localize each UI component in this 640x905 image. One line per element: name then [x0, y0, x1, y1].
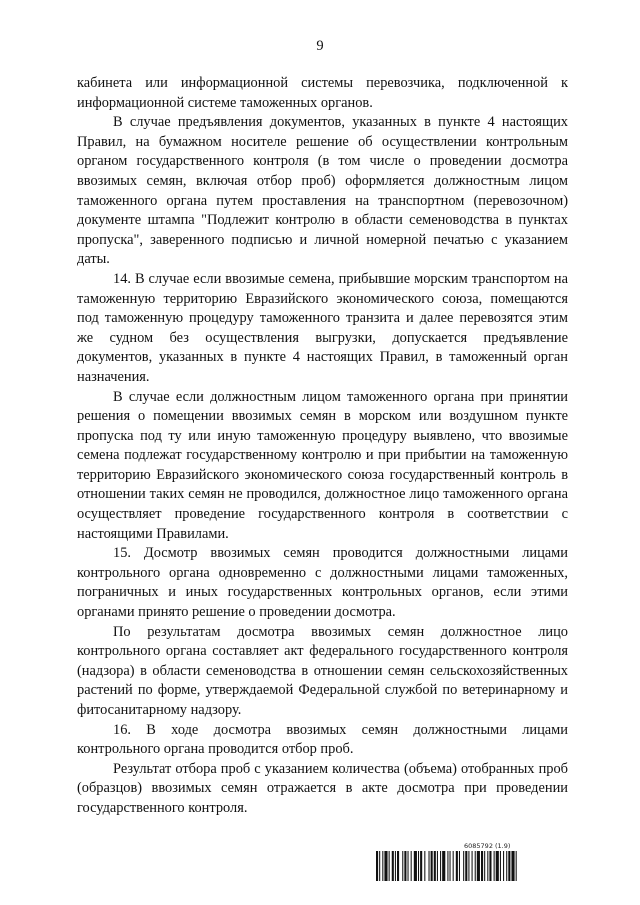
- barcode-bar: [472, 851, 473, 881]
- barcode-bar: [453, 851, 454, 881]
- barcode-bar: [506, 851, 507, 881]
- barcode-bar: [456, 851, 458, 881]
- barcode-bar: [475, 851, 476, 881]
- barcode-bar: [487, 851, 488, 881]
- barcode-bar: [447, 851, 448, 881]
- barcode-bar: [484, 851, 485, 881]
- barcode-bar: [429, 851, 430, 881]
- paragraph: В случае предъявления документов, указанных в пункте 4 настоящих Правил, на бумажном носителе решение об осуществлении контрольным органом государственного контроля (в том числе о проведении досмотра ввозимых семян, включая отбор проб) оформляется должностным лицом таможенного органа путем проставления на транспортном (перевозочном) документе штампа "Подлежит контролю в области семеноводства в пунктах пропуска", заверенного подписью и личной номерной печатью с указанием даты.: [77, 114, 568, 268]
- paragraph-item-14: 14. В случае если ввозимые семена, прибывшие морским транспортом на таможенную территорию Евразийского экономического союза, помещаются под таможенную процедуру таможенного транзита и далее перевозятся этим же судном без осуществления выгрузки, допускается предъявление документов, указанных в пункте 4 настоящих Правил, в таможенный орган назначения.: [77, 270, 568, 385]
- barcode-bar: [408, 851, 409, 881]
- barcode-bar: [431, 851, 433, 881]
- barcode-bar: [402, 851, 403, 881]
- barcode-bar: [477, 851, 480, 881]
- paragraph: Результат отбора проб с указанием количества (объема) отобранных проб (образцов) ввозимых семян отражается в акте досмотра при проведении государственного контроля.: [77, 760, 568, 816]
- barcode-bar: [379, 851, 380, 881]
- barcode-bar: [516, 851, 517, 881]
- barcode-bar: [442, 851, 445, 881]
- barcode-bar: [511, 851, 514, 881]
- barcode-bar: [500, 851, 501, 881]
- barcode-bar: [395, 851, 396, 881]
- barcode-bar: [434, 851, 436, 881]
- barcode-bar: [437, 851, 438, 881]
- barcode-bar: [397, 851, 399, 881]
- barcode-bar: [465, 851, 467, 881]
- barcode-stamp: [376, 842, 566, 882]
- barcode-bar: [489, 851, 491, 881]
- barcode-bar: [468, 851, 469, 881]
- barcode-bar: [459, 851, 460, 881]
- document-body: [77, 74, 568, 819]
- barcode-bar: [503, 851, 504, 881]
- barcode-bar: [384, 851, 387, 881]
- barcode-bar: [496, 851, 499, 881]
- barcode-code: 6085792 (1.9): [464, 842, 511, 850]
- barcode-bar: [411, 851, 412, 881]
- barcode-bar: [376, 851, 378, 881]
- paragraph-item-15: 15. Досмотр ввозимых семян проводится должностными лицами контрольного органа одновременно с должностными лицами таможенных, пограничных и иных государственных контрольных органов, если этими органами принято решение о проведении досмотра.: [77, 545, 568, 621]
- barcode-bar: [508, 851, 510, 881]
- paragraph-continuation: кабинета или информационной системы перевозчика, подключенной к информационной системе таможенных органов.: [77, 75, 568, 111]
- barcode-bar: [418, 851, 419, 881]
- barcode-bar: [389, 851, 390, 881]
- barcode-bar: [450, 851, 451, 881]
- barcode-bar: [404, 851, 406, 881]
- paragraph: По результатам досмотра ввозимых семян должностное лицо контрольного органа составляет акт федерального государственного контроля (надзора) в области семеноводства в отношении семян сельскохозяйственных растений по форме, утверждаемой Федеральной службой по ветеринарному и фитосанитарному надзору.: [77, 623, 568, 718]
- barcode-bar: [440, 851, 441, 881]
- barcode-bar: [392, 851, 394, 881]
- paragraph: В случае если должностным лицом таможенного органа при принятии решения о помещении ввозимых семян в морском или воздушном пункте пропуска под ту или иную таможенную процедуру выявлено, что ввозимые семена подлежат государственному контролю и при прибытии на таможенную территорию Евразийского экономического союза государственный контроль в отношении таких семян не проводился, должностное лицо таможенного органа осуществляет проведение государственного контроля в соответствии с настоящими Правилами.: [77, 388, 568, 542]
- page-number: 9: [316, 38, 324, 54]
- barcode-bar: [463, 851, 464, 881]
- barcode-image: [376, 851, 566, 881]
- paragraph-item-16: 16. В ходе досмотра ввозимых семян должностными лицами контрольного органа проводится отбор проб.: [77, 721, 568, 758]
- barcode-bar: [424, 851, 425, 881]
- barcode-bar: [382, 851, 383, 881]
- barcode-bar: [481, 851, 483, 881]
- barcode-bar: [494, 851, 495, 881]
- barcode-bar: [420, 851, 422, 881]
- barcode-bar: [414, 851, 417, 881]
